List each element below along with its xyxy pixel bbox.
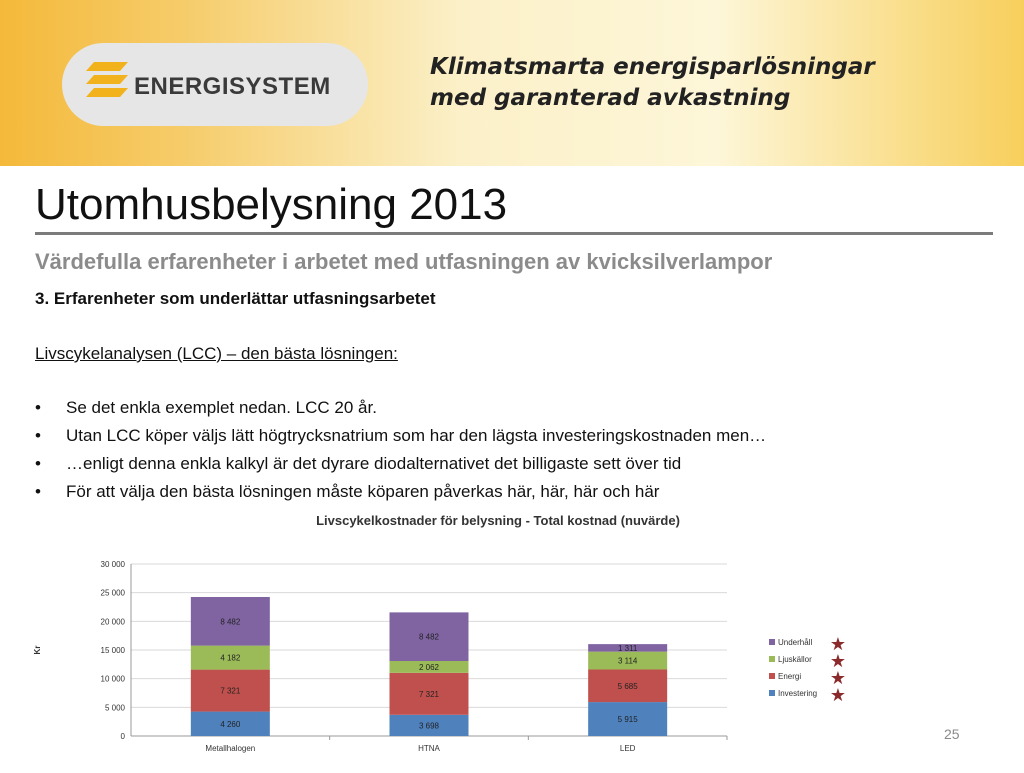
- y-tick-label: 25 000: [100, 588, 125, 598]
- legend-swatch: [769, 656, 775, 662]
- y-axis-label: Kr: [33, 645, 42, 655]
- bullet-text: Utan LCC köper väljs lätt högtrycksnatrium som har den lägsta investeringskostnaden men…: [66, 426, 767, 445]
- title-divider: [35, 232, 993, 235]
- y-tick-label: 5 000: [104, 703, 125, 713]
- bullet-dot-icon: •: [35, 454, 41, 473]
- section-heading: 3. Erfarenheter som underlättar utfasningsarbetet: [35, 289, 436, 308]
- bullet-item: [35, 454, 766, 482]
- x-tick-label: Metallhalogen: [205, 744, 256, 753]
- bullet-item: [35, 426, 766, 454]
- legend-star-icon: ★: [829, 634, 847, 655]
- page-number: 25: [944, 726, 960, 742]
- tagline-line-2: med garanterad avkastning: [430, 85, 791, 111]
- legend-swatch: [769, 639, 775, 645]
- page-title: Utomhusbelysning 2013: [35, 180, 508, 229]
- tagline: [430, 52, 875, 114]
- x-tick-label: LED: [619, 744, 636, 753]
- bullet-dot-icon: •: [35, 482, 41, 501]
- legend-label: Underhåll: [778, 638, 813, 647]
- legend-swatch: [769, 673, 775, 679]
- y-tick-label: 30 000: [100, 560, 125, 569]
- legend-swatch: [769, 690, 775, 696]
- bar-data-label: 5 915: [617, 715, 638, 725]
- logo-stripes-icon: [84, 60, 130, 100]
- x-tick-label: HTNA: [418, 744, 440, 753]
- y-tick-label: 15 000: [100, 646, 125, 655]
- bullet-text: …enligt denna enkla kalkyl är det dyrare diodalternativet det billigaste sett över tid: [66, 454, 682, 473]
- slide-subtitle: Värdefulla erfarenheter i arbetet med utfasningen av kvicksilverlampor: [35, 249, 773, 274]
- chart-title: Livscykelkostnader för belysning - Total kostnad (nuvärde): [316, 513, 680, 528]
- bar-data-label: 1 311: [617, 643, 638, 653]
- bar-data-label: 8 482: [220, 617, 241, 627]
- bar-data-label: 7 321: [220, 686, 241, 696]
- legend-label: Ljuskällor: [778, 655, 812, 664]
- y-tick-label: 20 000: [100, 617, 125, 627]
- bar-data-label: 2 062: [418, 662, 440, 672]
- y-tick-label: 0: [120, 732, 125, 741]
- bar-data-label: 7 321: [418, 689, 440, 699]
- bullet-text: Se det enkla exemplet nedan. LCC 20 år.: [66, 398, 377, 417]
- y-tick-label: 10 000: [100, 674, 125, 684]
- bar-data-label: 3 698: [418, 721, 440, 731]
- bar-data-label: 3 114: [617, 656, 638, 666]
- bullet-text: För att välja den bästa lösningen måste köparen påverkas här, här, här och här: [66, 482, 660, 501]
- lcc-heading: Livscykelanalysen (LCC) – den bästa lösningen:: [35, 344, 398, 363]
- bullet-dot-icon: •: [35, 426, 41, 445]
- header-banner: [0, 0, 1024, 166]
- bullet-list: [35, 398, 766, 510]
- bar-data-label: 4 182: [220, 653, 241, 663]
- bar-data-label: 4 260: [220, 719, 241, 729]
- legend-star-icon: ★: [829, 651, 847, 672]
- brand-name: ENERGISYSTEM: [134, 73, 331, 100]
- legend-label: Investering: [778, 689, 818, 698]
- bar-data-label: 5 685: [617, 681, 638, 691]
- lcc-chart-container: [0, 500, 1024, 768]
- legend-star-icon: ★: [829, 685, 847, 706]
- tagline-line-1: Klimatsmarta energisparlösningar: [430, 54, 875, 80]
- legend-label: Energi: [778, 672, 802, 681]
- bar-data-label: 8 482: [418, 632, 440, 642]
- lcc-stacked-bar-chart: [0, 500, 1024, 768]
- bullet-item: [35, 398, 766, 426]
- bullet-dot-icon: •: [35, 398, 41, 417]
- legend-star-icon: ★: [829, 668, 847, 689]
